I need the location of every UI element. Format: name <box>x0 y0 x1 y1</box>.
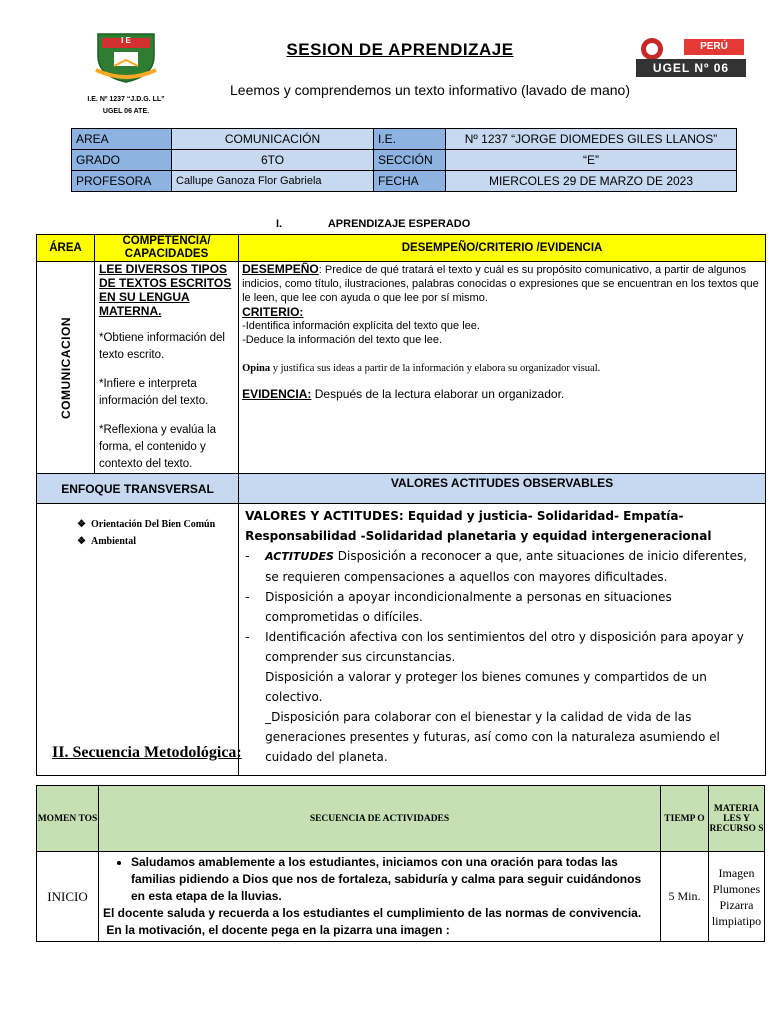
resource-item: Imagen <box>718 865 755 880</box>
inicio-activities <box>99 852 661 942</box>
valores-header: VALORES ACTITUDES OBSERVABLES <box>239 474 766 504</box>
actitud-item: Disposición a valorar y proteger los bienes comunes y compartidos de un colectivo. <box>265 670 707 704</box>
school-name-line1: I.E. Nº 1237 “J.D.G. LL” <box>87 96 165 103</box>
opina-bold: Opina <box>242 363 271 374</box>
enfoque-item: ❖ Orientación Del Bien Común <box>77 519 216 530</box>
desempeno-label: DESEMPEÑO <box>242 262 319 276</box>
section1-title-text: APRENDIZAJE ESPERADO <box>327 218 471 230</box>
fecha-label: FECHA <box>374 171 446 192</box>
actitudes-label: ACTITUDES <box>265 550 334 563</box>
inicio-time: 5 Min. <box>661 852 709 942</box>
enfoque-item: ❖ Ambiental <box>77 536 136 547</box>
inicio-resources <box>709 852 765 942</box>
resource-item: Plumones <box>712 881 761 896</box>
enfoque-list <box>37 504 239 776</box>
area-label: AREA <box>72 129 172 150</box>
page-title: SESION DE APRENDIZAJE <box>286 40 514 59</box>
learning-table <box>36 234 766 776</box>
col-materiales-header: MATERIA LES Y RECURSO S <box>709 786 765 852</box>
desempeno-text: : Predice de qué tratará el texto y cuál es su propósito comunicativo, a partir de algunos indicios, como título, ilustraciones, palabras conocidas o expresiones que se encuentran en los textos que le leen, que lee con ayuda o que lee por sí mismo. <box>242 264 759 304</box>
logo-left-text: I E <box>121 36 131 45</box>
section1-title <box>276 218 536 230</box>
resource-item: limpiatipo <box>711 913 762 928</box>
enfoque-header: ENFOQUE TRANSVERSAL <box>37 474 239 504</box>
capacidad-1: *Obtiene información del texto escrito. <box>99 332 225 361</box>
col-secuencia-header: SECUENCIA DE ACTIVIDADES <box>99 786 661 852</box>
page-subtitle: Leemos y comprendemos un texto informativo (lavado de mano) <box>230 82 630 98</box>
profesora-value: Callupe Ganoza Flor Gabriela <box>172 171 374 192</box>
area-cell <box>37 262 95 474</box>
area-vertical-text: COMUNICACION <box>58 316 73 419</box>
section1-number: I. <box>276 218 283 230</box>
actitud-item: _Disposición para colaborar con el bienestar y la calidad de vida de las generaciones presentes y futuras, así como con la naturaleza asumiendo el cuidado del planeta. <box>265 710 720 764</box>
area-value: COMUNICACIÓN <box>172 129 374 150</box>
seccion-value: “E” <box>446 150 737 171</box>
grado-label: GRADO <box>72 150 172 171</box>
criterio-label: CRITERIO: <box>242 305 304 319</box>
activity-line2: El docente saluda y recuerda a los estudiantes el cumplimiento de las normas de convivencia. <box>103 906 642 920</box>
ie-value: Nº 1237 “JORGE DIOMEDES GILES LLANOS” <box>446 129 737 150</box>
school-logo <box>94 26 158 84</box>
desempeno-cell <box>239 262 766 474</box>
actitud-item: - Identificación afectiva con los sentimientos del otro y disposición para apoyar y comprender sus circunstancias. <box>245 630 744 664</box>
competencia-title: LEE DIVERSOS TIPOS DE TEXTOS ESCRITOS EN SU LENGUA MATERNA. <box>99 262 232 318</box>
actitud-item: - ACTITUDES Disposición a reconocer a que, ante situaciones de inicio diferentes, se requieren compensaciones a aquellos con mayores dificultades. <box>245 549 748 584</box>
ie-label: I.E. <box>374 129 446 150</box>
col-comp-header: COMPETENCIA/ CAPACIDADES <box>95 235 239 262</box>
activity-bullet: • Saludamos amablemente a los estudiantes, iniciamos con una oración para todas las familias pidiendo a Dios que nos de fortaleza, sabiduría y calma para seguir cuidándonos en esta etapa de la lluvias. <box>131 854 656 905</box>
phase-inicio: INICIO <box>37 852 99 942</box>
school-name-line2: UGEL 06 ATE. <box>102 108 150 115</box>
info-table <box>71 128 737 192</box>
competencia-cell <box>95 262 239 474</box>
criterio-1: -Identifica información explícita del texto que lee. <box>242 320 480 332</box>
evidencia-text: Después de la lectura elaborar un organizador. <box>311 387 565 401</box>
peru-label: PERÚ <box>700 41 728 52</box>
fecha-value: MIERCOLES 29 DE MARZO DE 2023 <box>446 171 737 192</box>
col-momentos-header: MOMEN TOS <box>37 786 99 852</box>
grado-value: 6TO <box>172 150 374 171</box>
opina-text: y justifica sus ideas a partir de la información y elabora su organizador visual. <box>270 363 601 374</box>
sequence-table <box>36 785 765 942</box>
capacidad-2: *Infiere e interpreta información del texto. <box>99 378 209 407</box>
evidencia-label: EVIDENCIA: <box>242 387 312 401</box>
ugel-label: UGEL Nº 06 <box>652 61 730 75</box>
activity-line3: En la motivación, el docente pega en la pizarra una imagen : <box>103 923 450 937</box>
resource-item: Pizarra <box>719 897 754 912</box>
valores-cell <box>239 504 766 776</box>
seccion-label: SECCIÓN <box>374 150 446 171</box>
col-area-header: ÁREA <box>37 235 95 262</box>
ugel-logo <box>636 37 746 77</box>
col-tiempo-header: TIEMP O <box>661 786 709 852</box>
col-des-header: DESEMPEÑO/CRITERIO /EVIDENCIA <box>239 235 766 262</box>
valores-title: VALORES Y ACTITUDES: Equidad y justicia- Solidaridad- Empatía- Responsabilidad -Solidaridad planetaria y equidad intergeneracional <box>245 509 712 543</box>
capacidad-3: *Reflexiona y evalúa la forma, el contenido y contexto del texto. <box>99 424 216 470</box>
profesora-label: PROFESORA <box>72 171 172 192</box>
section2-title: II. Secuencia Metodológica: <box>52 744 242 761</box>
actitud-item: - Disposición a apoyar incondicionalmente a personas en situaciones comprometidas o difíciles. <box>245 590 672 624</box>
criterio-2: -Deduce la información del texto que lee. <box>242 334 443 346</box>
